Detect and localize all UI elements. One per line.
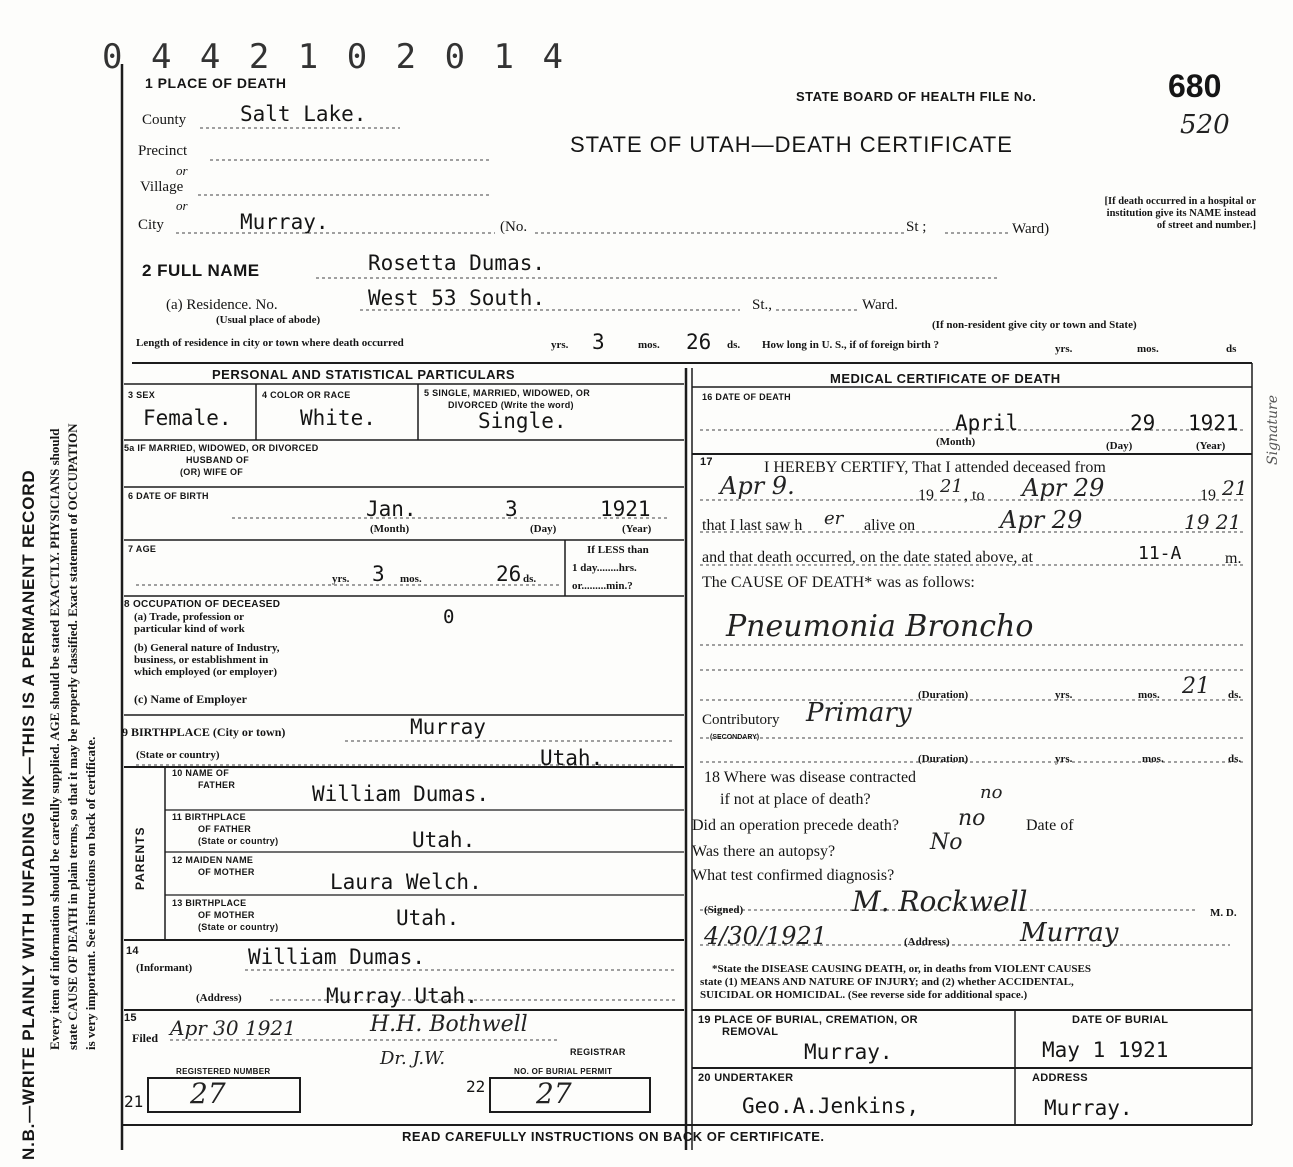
place-of-death-label: 1 PLACE OF DEATH: [145, 75, 287, 91]
father-birthplace-label-1: 11 BIRTHPLACE: [172, 812, 246, 822]
dod-day-value: 29: [1130, 411, 1156, 435]
registrar-label: REGISTRAR: [570, 1047, 626, 1057]
spouse-label-3: (OR) WIFE OF: [180, 467, 244, 477]
side-instruction-line-2: state CAUSE OF DEATH in plain terms, so that it may be properly classified. Exact statement of OCCUPATION: [65, 423, 80, 1050]
undertaker-address-value: Murray.: [1044, 1096, 1133, 1120]
occupation-a-label-2: particular kind of work: [134, 623, 245, 635]
residence-ward-label: Ward.: [862, 297, 898, 313]
last-saw-pronoun: er: [824, 508, 844, 529]
date-of-death-label: 16 DATE OF DEATH: [702, 392, 791, 402]
occupation-a-label-1: (a) Trade, profession or: [134, 611, 244, 623]
md-label: M. D.: [1210, 907, 1237, 919]
employer-label: (c) Name of Employer: [134, 692, 247, 706]
dob-month-label: (Month): [370, 523, 410, 535]
county-label: County: [142, 112, 187, 128]
secondary-label: (SECONDARY): [710, 734, 760, 741]
certificate-title: STATE OF UTAH—DEATH CERTIFICATE: [570, 132, 1013, 157]
full-name-label: 2 FULL NAME: [142, 261, 260, 280]
cause-of-death-label: The CAUSE OF DEATH* was as follows:: [702, 574, 975, 591]
filed-label: Filed: [132, 1031, 158, 1045]
mother-name-value: Laura Welch.: [330, 870, 482, 894]
side-instruction-line-3: is very important. See instructions on back of certificate.: [83, 736, 98, 1050]
birthplace-state-label: (State or country): [136, 749, 220, 761]
autopsy-label: Was there an autopsy?: [692, 843, 836, 860]
certificate-sign-date: 4/30/1921: [704, 922, 828, 950]
certify-number: 17: [700, 456, 713, 468]
length-mos-label: mos.: [638, 339, 660, 351]
residence-value: West 53 South.: [368, 286, 546, 310]
spouse-label-1: 5a IF MARRIED, WIDOWED, OR DIVORCED: [124, 443, 319, 453]
attended-from-date: Apr 9.: [720, 472, 795, 500]
father-birthplace-value: Utah.: [412, 828, 476, 852]
occupation-value: 0: [443, 606, 455, 628]
dod-year-label: (Year): [1196, 440, 1226, 452]
father-name-value: William Dumas.: [312, 782, 490, 806]
duration-days-label-1: ds.: [1228, 689, 1242, 701]
mother-name-label-2: OF MOTHER: [198, 867, 255, 877]
contributory-label: Contributory: [702, 712, 780, 728]
side-warning-text: N.B.—WRITE PLAINLY WITH UNFADING INK—THIS IS A PERMANENT RECORD: [19, 469, 38, 1160]
occupation-b-label-2: business, or establishment in: [134, 654, 269, 666]
occupation-b-label-3: which employed (or employer): [134, 666, 278, 678]
filed-number: 15: [124, 1012, 137, 1024]
side-instruction-line-1: Every item of information should be carefully supplied. AGE should be stated EXACTLY. PHYSICIANS should: [47, 428, 62, 1050]
marital-status-value: Single.: [478, 409, 567, 433]
last-saw-date: Apr 29: [1000, 506, 1083, 534]
marital-status-label-1: 5 SINGLE, MARRIED, WIDOWED, OR: [424, 388, 591, 398]
informant-number: 14: [126, 945, 139, 957]
file-number: 680: [1168, 68, 1222, 104]
physician-address-label: (Address): [904, 936, 950, 948]
time-of-death: 11-A: [1138, 543, 1182, 564]
last-saw-label: that I last saw h: [702, 517, 803, 534]
footer-instructions: READ CAREFULLY INSTRUCTIONS ON BACK OF CERTIFICATE.: [402, 1129, 825, 1144]
burial-place-label-1: 19 PLACE OF BURIAL, CREMATION, OR: [698, 1014, 918, 1026]
registered-number-prefix: 21: [124, 1092, 144, 1111]
dob-day-label: (Day): [530, 523, 557, 535]
deputy-signature: Dr. J.W.: [380, 1048, 446, 1069]
undertaker-address-label: ADDRESS: [1032, 1072, 1088, 1084]
disease-contracted-answer: no: [980, 782, 1003, 803]
age-days-value: 26: [496, 562, 522, 586]
or-label-1: or: [176, 163, 188, 178]
registered-number-label: REGISTERED NUMBER: [176, 1067, 271, 1076]
length-ds-label: ds.: [727, 339, 741, 351]
mother-birthplace-value: Utah.: [396, 906, 460, 930]
marital-status-label-2: DIVORCED (Write the word): [448, 400, 574, 410]
burial-place-label-2: REMOVAL: [722, 1026, 779, 1038]
medical-certificate-header: MEDICAL CERTIFICATE OF DEATH: [830, 371, 1061, 386]
length-yrs-value: 3: [592, 330, 605, 354]
operation-date-label: Date of: [1026, 817, 1074, 834]
informant-label: (Informant): [136, 962, 193, 974]
burial-place-value: Murray.: [804, 1040, 893, 1064]
length-residence-label: Length of residence in city or town where death occurred: [136, 337, 404, 349]
undertaker-value: Geo.A.Jenkins,: [742, 1094, 920, 1118]
sex-label: 3 SEX: [128, 390, 156, 400]
foreign-ds-label: ds: [1226, 343, 1237, 355]
birthplace-city-value: Murray: [410, 715, 486, 739]
last-saw-alive-label: alive on: [864, 517, 916, 534]
occupation-label: 8 OCCUPATION OF DECEASED: [124, 599, 281, 610]
dod-year-value: 1921: [1188, 411, 1239, 435]
birthplace-state-value: Utah.: [540, 746, 604, 770]
cause-note-line-3: SUICIDAL OR HOMICIDAL. (See reverse side for additional space.): [700, 989, 1028, 1001]
age-less-label-2: 1 day........hrs.: [572, 562, 637, 574]
informant-address-label: (Address): [196, 992, 242, 1004]
dod-month-label: (Month): [936, 436, 976, 448]
margin-handwritten-note: Signature: [1265, 394, 1281, 465]
personal-particulars-header: PERSONAL AND STATISTICAL PARTICULARS: [212, 367, 516, 382]
certificate-stamp-number: 0 4 4 2 1 0 2 0 1 4: [102, 37, 567, 77]
autopsy-answer: No: [930, 830, 963, 855]
operation-answer: no: [958, 806, 986, 831]
residence-street-label: St.,: [752, 297, 773, 313]
duration-yrs-label-2: yrs.: [1055, 753, 1073, 765]
length-mos-value: 26: [686, 330, 712, 354]
color-race-value: White.: [300, 406, 376, 430]
mother-birthplace-label-3: (State or country): [198, 922, 279, 932]
contributory-value: Primary: [806, 698, 912, 728]
birthplace-label: 9 BIRTHPLACE (City or town): [122, 725, 286, 739]
or-label-2: or: [176, 198, 188, 213]
father-birthplace-label-2: OF FATHER: [198, 824, 252, 834]
duration-label-1: (Duration): [918, 689, 969, 701]
dob-year-value: 1921: [600, 497, 651, 521]
burial-permit-prefix: 22: [466, 1077, 486, 1096]
duration-days-label-2: ds.: [1228, 753, 1242, 765]
file-number-label: STATE BOARD OF HEALTH FILE No.: [796, 89, 1037, 104]
dob-month-value: Jan.: [366, 497, 417, 521]
dod-day-label: (Day): [1106, 440, 1133, 452]
physician-signature: M. Rockwell: [852, 885, 1028, 918]
dob-day-value: 3: [505, 497, 518, 521]
last-saw-year: 19 21: [1184, 510, 1242, 534]
hospital-note: [If death occurred in a hospital or institution give its NAME instead of street and number.]: [1104, 196, 1256, 231]
operation-label: Did an operation precede death?: [692, 817, 900, 834]
cause-note-line-2: state (1) MEANS AND NATURE OF INJURY; and (2) whether ACCIDENTAL,: [700, 976, 1074, 988]
age-mos-label: mos.: [400, 573, 422, 585]
age-less-label-1: If LESS than: [587, 544, 649, 556]
cause-of-death-value: Pneumonia Broncho: [726, 609, 1034, 644]
attended-from-century: 19: [918, 487, 934, 504]
cause-note-line-1: *State the DISEASE CAUSING DEATH, or, in deaths from VIOLENT CAUSES: [712, 963, 1091, 975]
age-label: 7 AGE: [128, 544, 157, 554]
attended-to-year: 21: [1222, 476, 1248, 500]
father-name-label-1: 10 NAME OF: [172, 768, 230, 778]
disease-contracted-label-1: 18 Where was disease contracted: [704, 769, 917, 786]
file-number-handwritten: 520: [1180, 110, 1230, 140]
spouse-label-2: HUSBAND OF: [186, 455, 249, 465]
father-birthplace-label-3: (State or country): [198, 836, 279, 846]
registrar-signature: H.H. Bothwell: [370, 1012, 528, 1037]
signed-label: (Signed): [704, 904, 744, 916]
physician-address-value: Murray: [1020, 918, 1119, 948]
foreign-mos-label: mos.: [1137, 343, 1159, 355]
foreign-birth-label: How long in U. S., if of foreign birth ?: [762, 339, 940, 351]
certify-statement: I HEREBY CERTIFY, That I attended deceased from: [764, 459, 1106, 476]
undertaker-label: 20 UNDERTAKER: [698, 1072, 794, 1084]
date-of-birth-label: 6 DATE OF BIRTH: [128, 491, 209, 501]
age-yrs-label: yrs.: [332, 573, 350, 585]
dob-year-label: (Year): [622, 523, 652, 535]
residence-label: (a) Residence. No.: [166, 297, 278, 313]
duration-label-2: (Duration): [918, 753, 969, 765]
sex-value: Female.: [143, 406, 232, 430]
duration-mos-label-2: mos.: [1142, 753, 1164, 765]
attended-to-date: Apr 29: [1022, 474, 1105, 502]
filed-date-handwritten: Apr 30 1921: [170, 1016, 296, 1040]
city-value: Murray.: [240, 210, 329, 234]
duration-yrs-label-1: yrs.: [1055, 689, 1073, 701]
disease-contracted-label-2: if not at place of death?: [720, 791, 871, 808]
mother-name-label-1: 12 MAIDEN NAME: [172, 855, 254, 865]
burial-permit-label: NO. OF BURIAL PERMIT: [514, 1067, 613, 1076]
full-name-value: Rosetta Dumas.: [368, 251, 546, 275]
precinct-label: Precinct: [138, 143, 188, 159]
dod-month-value: April: [955, 411, 1019, 435]
city-label: City: [138, 217, 164, 233]
burial-date-value: May 1 1921: [1042, 1038, 1169, 1062]
burial-date-label: DATE OF BURIAL: [1072, 1014, 1169, 1026]
informant-address-value: Murray Utah.: [326, 984, 478, 1008]
mother-birthplace-label-1: 13 BIRTHPLACE: [172, 898, 247, 908]
diagnosis-test-label: What test confirmed diagnosis?: [692, 867, 895, 884]
county-value: Salt Lake.: [240, 102, 367, 126]
death-occurred-text: and that death occurred, on the date stated above, at: [702, 549, 1033, 566]
color-race-label: 4 COLOR OR RACE: [262, 390, 351, 400]
parents-vertical-label: PARENTS: [133, 826, 147, 890]
street-label: St ;: [906, 219, 927, 235]
age-less-label-3: or.........min.?: [572, 580, 633, 592]
burial-permit-value: 27: [536, 1077, 572, 1110]
duration-mos-label-1: mos.: [1138, 689, 1160, 701]
time-meridiem-label: m.: [1225, 550, 1242, 567]
village-label: Village: [140, 179, 184, 195]
father-name-label-2: FATHER: [198, 780, 236, 790]
age-days-label: ds.: [523, 573, 537, 585]
nonresident-label: (If non-resident give city or town and State): [932, 319, 1137, 331]
mother-birthplace-label-2: OF MOTHER: [198, 910, 255, 920]
occupation-b-label-1: (b) General nature of Industry,: [134, 642, 280, 654]
length-yrs-label: yrs.: [551, 339, 569, 351]
usual-abode-label: (Usual place of abode): [216, 314, 321, 326]
attended-to-label: , to: [964, 487, 985, 504]
informant-value: William Dumas.: [248, 945, 426, 969]
registered-number-value: 27: [190, 1077, 226, 1110]
ward-label: Ward): [1012, 221, 1050, 237]
age-mos-value: 3: [372, 562, 385, 586]
attended-to-century: 19: [1200, 487, 1216, 504]
foreign-yrs-label: yrs.: [1055, 343, 1073, 355]
duration-days-value: 21: [1182, 674, 1210, 699]
attended-from-year: 21: [940, 476, 963, 497]
street-number-label: (No.: [500, 219, 528, 235]
